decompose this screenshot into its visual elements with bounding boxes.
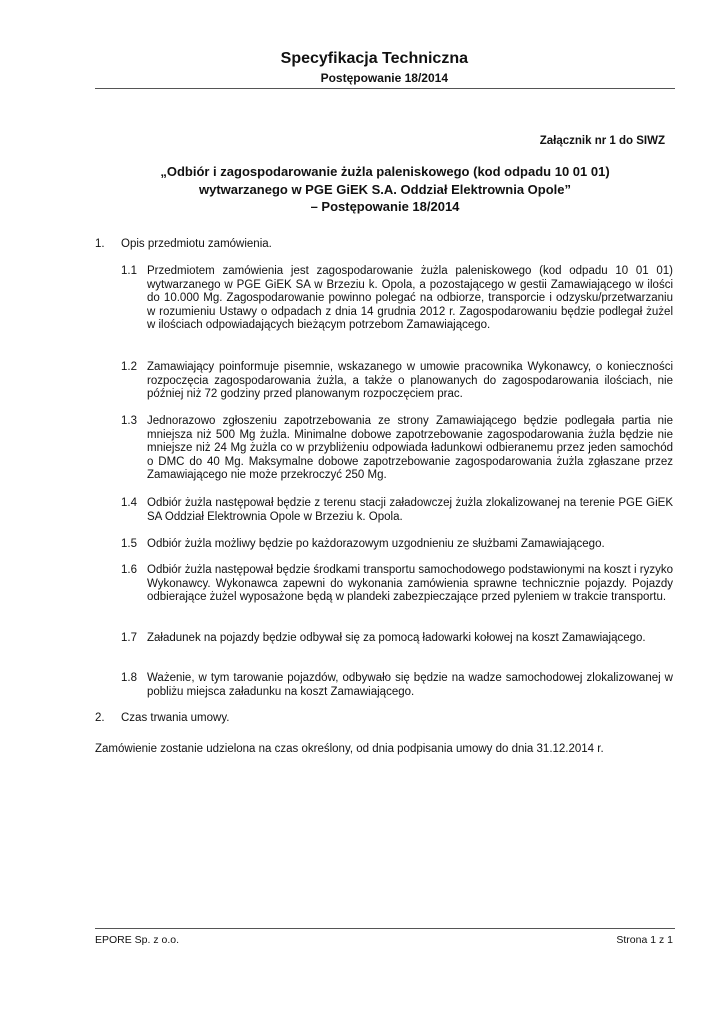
footer-company: EPORE Sp. z o.o. — [95, 934, 180, 946]
item-number: 1.7 — [121, 632, 137, 644]
item-text: Ważenie, w tym tarowanie pojazdów, odbywało się będzie na wadze samochodowej zlokalizowanej w pobliżu miejsca załadunku na koszt Zamawiającego. — [147, 672, 673, 698]
section-title: Opis przedmiotu zamówienia. — [121, 238, 272, 250]
section-2-paragraph: Zamówienie zostanie udzielona na czas określony, od dnia podpisania umowy do dnia 31.12.2014 r. — [95, 743, 604, 755]
item-number: 1.3 — [121, 415, 137, 427]
document-title — [95, 163, 675, 216]
document-title-line-1: „Odbiór i zagospodarowanie żużla paleniskowego (kod odpadu 10 01 01) — [160, 164, 610, 179]
item-number: 1.1 — [121, 265, 137, 277]
item-text: Jednorazowo zgłoszeniu zapotrzebowania ze strony Zamawiającego będzie podlegała partia nie mniejsza niż 500 Mg żużla. Minimalne dobowe zapotrzebowanie zagospodarowania żużla będzie nie mniejsze niż 24 Mg żużla co w przybliżeniu odpowiada ładunkowi odbieranemu przez jeden samochód o DMC do 40 Mg. Maksymalne dobowe zapotrzebowanie zagospodarowania żużla zgłaszane przez Zamawiającego nie może przekroczyć 250 Mg. — [147, 415, 673, 482]
item-text: Odbiór żużla następował będzie z terenu stacji załadowczej żużla zlokalizowanej na terenie PGE GiEK SA Oddział Elektrownia Opole w Brzeziu k. Opola. — [147, 497, 673, 523]
list-item — [121, 564, 673, 605]
header-subtitle: Postępowanie 18/2014 — [320, 71, 448, 85]
header-title: Specyfikacja Techniczna — [280, 50, 468, 67]
item-number: 1.5 — [121, 538, 137, 550]
footer-divider — [95, 928, 675, 929]
list-item — [121, 361, 673, 402]
item-number: 1.2 — [121, 361, 137, 373]
item-number: 1.8 — [121, 672, 137, 684]
list-item — [121, 415, 673, 483]
list-item — [121, 497, 673, 524]
list-item — [121, 672, 673, 699]
item-text: Przedmiotem zamówienia jest zagospodarowanie żużla paleniskowego (kod odpadu 10 01 01) wytwarzanego w PGE GiEK SA w Brzeziu k. Opola, a pozostającego w gestii Zamawiającego w ilości do 10.000 Mg. Zagospodarowanie powinno polegać na odbiorze, transporcie i odzysku/przetwarzaniu w rozumieniu Ustawy o odpadach z dnia 14 grudnia 2012 r. Zagospodarowaniu będzie podlegał żużel w ilościach odpowiadających bieżącym potrzebom Zamawiającego. — [147, 265, 673, 332]
list-item — [121, 538, 673, 552]
item-number: 1.6 — [121, 564, 137, 576]
footer-page-number: Strona 1 z 1 — [616, 934, 673, 946]
section-number: 1. — [95, 238, 105, 250]
list-item — [121, 632, 673, 646]
section-number: 2. — [95, 712, 105, 724]
item-number: 1.4 — [121, 497, 137, 509]
item-text: Odbiór żużla następował będzie środkami transportu samochodowego podstawionymi na koszt i ryzyko Wykonawcy. Wykonawca zapewni do wykonania zamówienia sprawne technicznie pojazdy. Pojazdy odbierające żużel wyposażone będą w plandeki zabezpieczające przed pyleniem w trakcie transportu. — [147, 564, 673, 604]
item-text: Załadunek na pojazdy będzie odbywał się za pomocą ładowarki kołowej na koszt Zamawiającego. — [147, 632, 646, 644]
section-title: Czas trwania umowy. — [121, 712, 230, 724]
document-title-line-3: – Postępowanie 18/2014 — [310, 199, 460, 214]
header-divider — [95, 88, 675, 89]
item-text: Zamawiający poinformuje pisemnie, wskazanego w umowie pracownika Wykonawcy, o konieczności rozpoczęcia zagospodarowania żużla, a także o planowanych do zagospodarowania ilościach, nie później niż 72 godziny przed planowanym rozpoczęciem prac. — [147, 361, 673, 401]
list-item — [121, 265, 673, 333]
annex-label: Załącznik nr 1 do SIWZ — [539, 135, 665, 147]
item-text: Odbiór żużla możliwy będzie po każdorazowym uzgodnieniu ze służbami Zamawiającego. — [147, 538, 605, 550]
document-title-line-2: wytwarzanego w PGE GiEK S.A. Oddział Elektrownia Opole” — [198, 181, 572, 197]
